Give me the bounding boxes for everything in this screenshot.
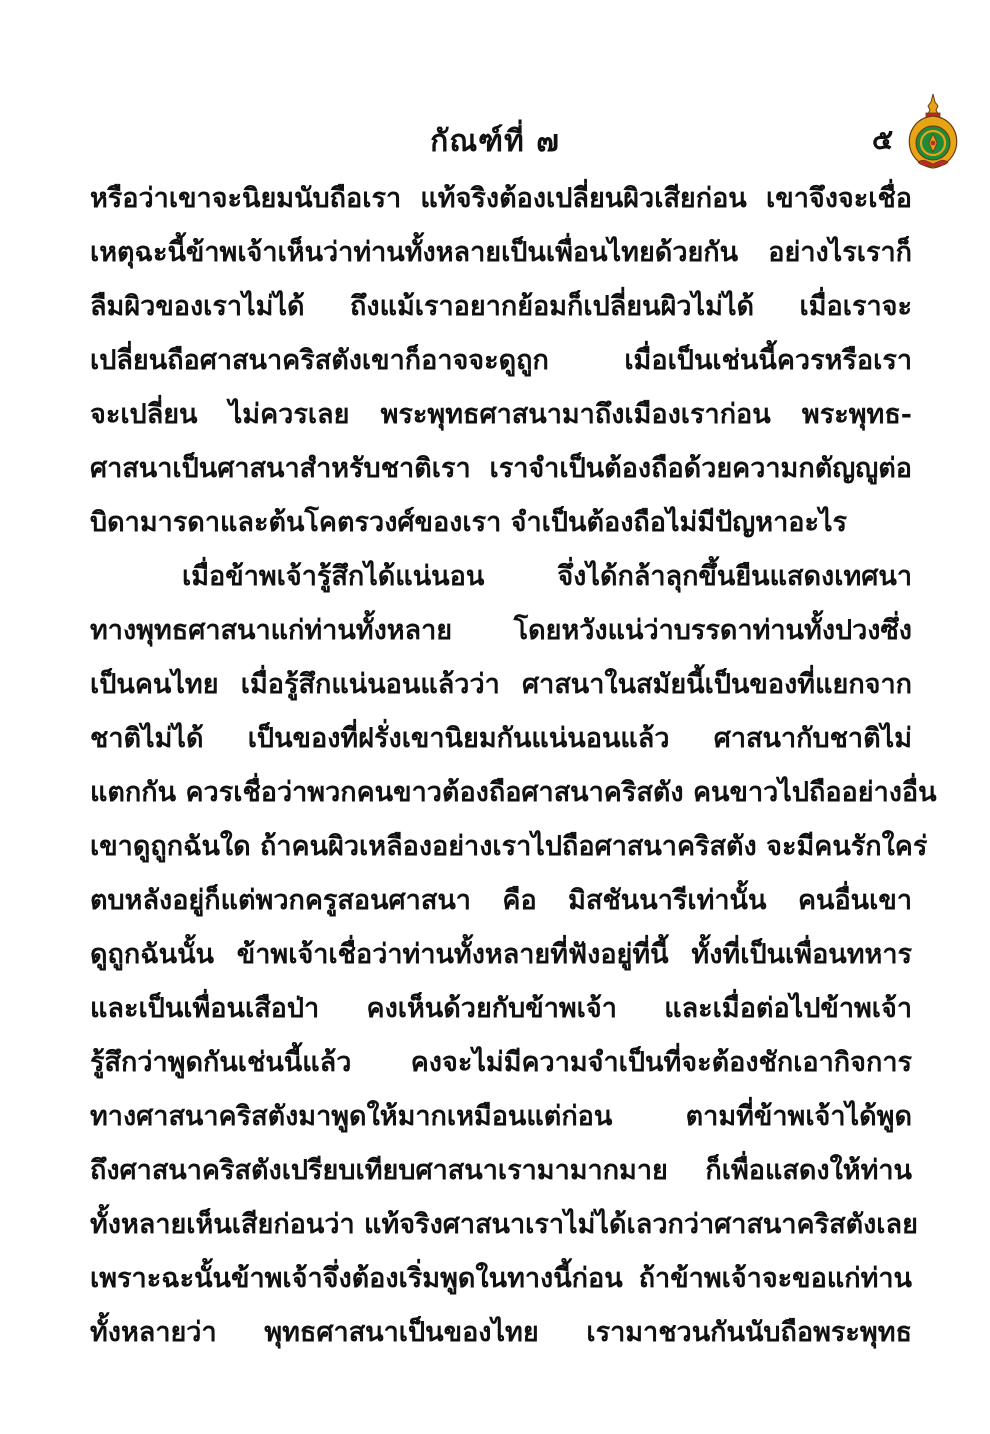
text-line: บิดามารดาและต้นโคตรวงศ์ของเรา จำเป็นต้องถือไม่มีปัญหาอะไร	[90, 507, 848, 538]
text-line: ชาติไม่ได้ เป็นของที่ฝรั่งเขานิยมกันแน่นอนแล้ว ศาสนากับชาติไม่	[90, 723, 912, 754]
text-line: เพราะฉะนั้นข้าพเจ้าจึ่งต้องเริ่มพูดในทางนี้ก่อน ถ้าข้าพเจ้าจะขอแก่ท่าน	[90, 1263, 912, 1294]
text-line: หรือว่าเขาจะนิยมนับถือเรา แท้จริงต้องเปลี่ยนผิวเสียก่อน เขาจึงจะเชื่อ	[90, 183, 912, 214]
body-text	[90, 172, 937, 1360]
text-line: เหตุฉะนี้ข้าพเจ้าเห็นว่าท่านทั้งหลายเป็นเพื่อนไทยด้วยกัน อย่างไรเราก็	[90, 237, 912, 268]
text-line: ทั้งหลายว่า พุทธศาสนาเป็นของไทย เรามาชวนกันนับถือพระพุทธ	[90, 1317, 912, 1348]
text-line: ตบหลังอยู่ก็แต่พวกครูสอนศาสนา คือ มิสชันนารีเท่านั้น คนอื่นเขา	[90, 885, 912, 916]
text-line: ทั้งหลายเห็นเสียก่อนว่า แท้จริงศาสนาเราไม่ได้เลวกว่าศาสนาคริสตังเลย	[90, 1209, 918, 1240]
text-line: ถึงศาสนาคริสตังเปรียบเทียบศาสนาเรามามากมาย ก็เพื่อแสดงให้ท่าน	[90, 1155, 912, 1186]
text-line: เขาดูถูกฉันใด ถ้าคนผิวเหลืองอย่างเราไปถือศาสนาคริสตัง จะมีคนรักใคร่	[90, 831, 928, 862]
text-line: ลืมผิวของเราไม่ได้ ถึงแม้เราอยากย้อมก็เปลี่ยนผิวไม่ได้ เมื่อเราจะ	[90, 291, 912, 322]
text-line: และเป็นเพื่อนเสือป่า คงเห็นด้วยกับข้าพเจ้า และเมื่อต่อไปข้าพเจ้า	[90, 993, 912, 1024]
chapter-title: กัณฑ์ที่ ๗	[430, 124, 560, 159]
crowned-seal-emblem-icon	[904, 92, 962, 170]
paragraph-start-line: เมื่อข้าพเจ้ารู้สึกได้แน่นอน จึ่งได้กล้าลุกขึ้นยืนแสดงเทศนา	[182, 561, 912, 592]
text-line: จะเปลี่ยน ไม่ควรเลย พระพุทธศาสนามาถึงเมืองเราก่อน พระพุทธ-	[90, 399, 912, 430]
text-line: ดูถูกฉันนั้น ข้าพเจ้าเชื่อว่าท่านทั้งหลายที่ฟังอยู่ที่นี้ ทั้งที่เป็นเพื่อนทหาร	[90, 939, 912, 970]
text-line: ทางศาสนาคริสตังมาพูดให้มากเหมือนแต่ก่อน ตามที่ข้าพเจ้าได้พูด	[90, 1101, 912, 1132]
text-line: รู้สึกว่าพูดกันเช่นนี้แล้ว คงจะไม่มีความจำเป็นที่จะต้องชักเอากิจการ	[90, 1047, 912, 1078]
text-line: แตกกัน ควรเชื่อว่าพวกคนขาวต้องถือศาสนาคริสตัง คนขาวไปถืออย่างอื่น	[90, 777, 937, 808]
page-number: ๕	[872, 123, 894, 156]
text-line: ทางพุทธศาสนาแก่ท่านทั้งหลาย โดยหวังแน่ว่าบรรดาท่านทั้งปวงซึ่ง	[90, 615, 912, 646]
text-line: เปลี่ยนถือศาสนาคริสตังเขาก็อาจจะดูถูก เมื่อเป็นเช่นนี้ควรหรือเรา	[90, 345, 912, 376]
text-line: ศาสนาเป็นศาสนาสำหรับชาติเรา เราจำเป็นต้องถือด้วยความกตัญญูต่อ	[90, 453, 912, 484]
text-line: เป็นคนไทย เมื่อรู้สึกแน่นอนแล้วว่า ศาสนาในสมัยนี้เป็นของที่แยกจาก	[90, 669, 912, 700]
